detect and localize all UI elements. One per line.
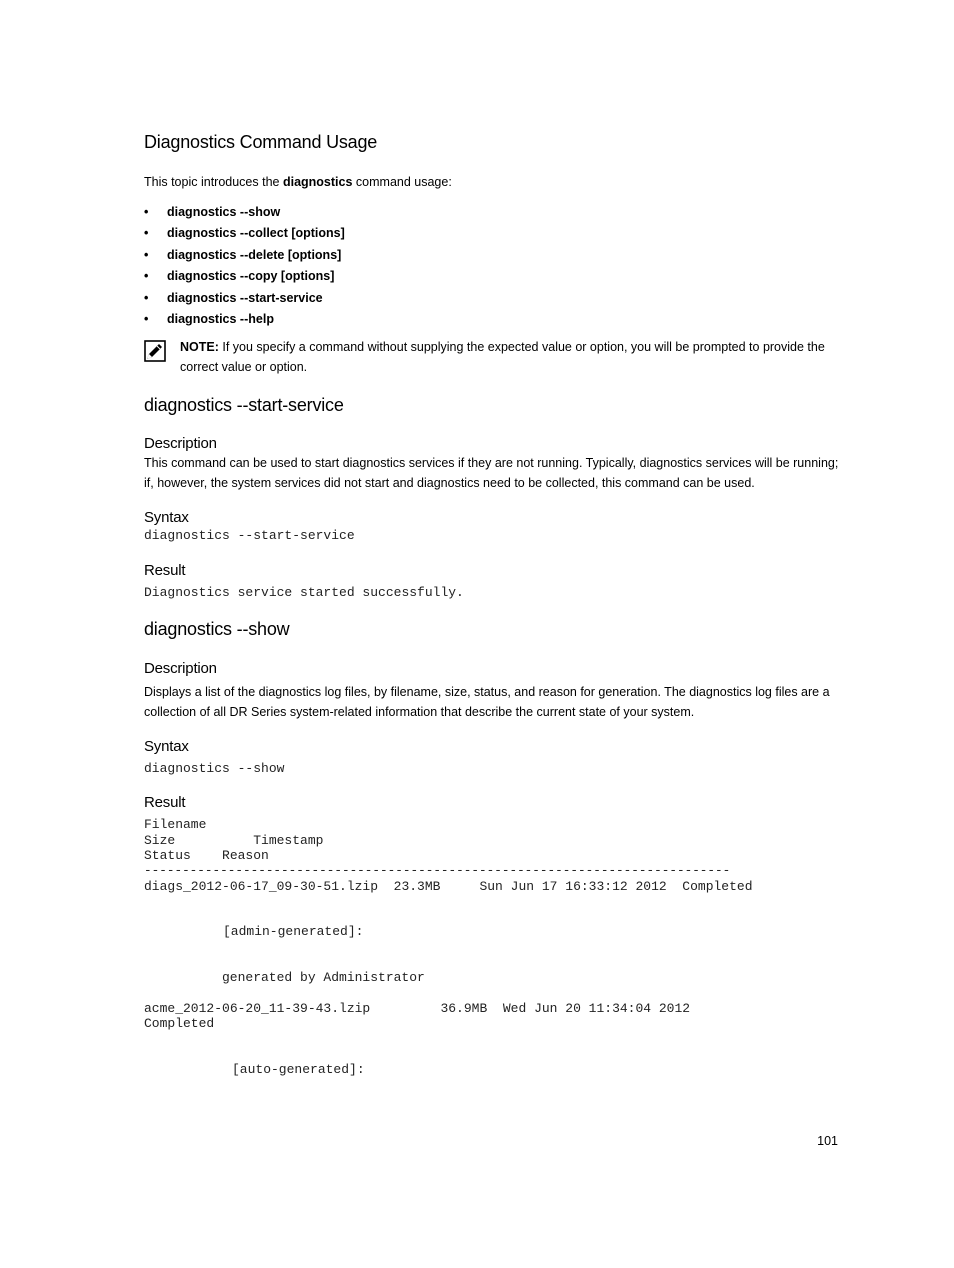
result-line: Size Timestamp [144, 833, 324, 848]
command-list [144, 202, 345, 330]
list-item-text: diagnostics --copy [options] [167, 269, 335, 284]
start-service-syntax-heading: Syntax [144, 509, 189, 526]
list-item [144, 309, 345, 330]
result-line: [admin-generated]: [223, 924, 364, 939]
bullet-symbol: • [144, 247, 149, 262]
result-line: Filename [144, 817, 207, 832]
show-description-heading: Description [144, 660, 217, 677]
bullet-symbol: • [144, 269, 149, 284]
list-item-text: diagnostics --help [167, 311, 274, 326]
start-service-result-heading: Result [144, 562, 186, 579]
result-line: acme_2012-06-20_11-39-43.lzip 36.9MB Wed Jun 20 11:34:04 2012 [144, 1001, 691, 1016]
usage-intro [144, 172, 452, 192]
list-item-text: diagnostics --delete [options] [167, 247, 342, 262]
list-item-text: diagnostics --start-service [167, 290, 323, 305]
note-label: NOTE: [180, 340, 219, 354]
intro-after: command usage: [352, 175, 452, 189]
section-heading-show: diagnostics --show [144, 619, 290, 639]
show-syntax: diagnostics --show [144, 761, 285, 776]
start-service-description: This command can be used to start diagnostics services if they are not running. Typically, diagnostics services will be running; if, however, the system services did not start and diagnostics need to be collected, this command can be used. [144, 456, 839, 490]
intro-before: This topic introduces the [144, 175, 283, 189]
note-body: If you specify a command without supplying the expected value or option, you will be prompted to provide the correct value or option. [180, 340, 825, 374]
section-heading-start-service: diagnostics --start-service [144, 395, 344, 415]
note-text [180, 338, 840, 377]
start-service-syntax: diagnostics --start-service [144, 528, 355, 543]
result-line: [auto-generated]: [232, 1062, 365, 1077]
result-line: Completed [144, 1016, 215, 1031]
bullet-symbol: • [144, 311, 149, 326]
list-item-text: diagnostics --show [167, 205, 281, 219]
show-description: Displays a list of the diagnostics log files, by filename, size, status, and reason for generation. The diagnostics log files are a collection of all DR Series system-related information that describe the current state of your system. [144, 685, 830, 719]
result-line: diags_2012-06-17_09-30-51.lzip 23.3MB Sun Jun 17 16:33:12 2012 Completed [144, 879, 753, 894]
list-item [144, 288, 345, 309]
list-item-text: diagnostics --collect [options] [167, 226, 345, 241]
result-separator: ----------------------------------------------------------------------------- [144, 863, 731, 878]
result-line: generated by Administrator [222, 970, 425, 985]
list-item [144, 223, 345, 244]
show-result-heading: Result [144, 794, 186, 811]
list-item [144, 202, 345, 223]
list-item [144, 266, 345, 287]
list-item [144, 245, 345, 266]
start-service-description-heading: Description [144, 435, 217, 452]
bullet-symbol: • [144, 205, 149, 219]
bullet-symbol: • [144, 290, 149, 305]
show-syntax-heading: Syntax [144, 738, 189, 755]
page-number: 101 [817, 1134, 838, 1148]
intro-bold: diagnostics [282, 175, 353, 189]
bullet-symbol: • [144, 226, 149, 241]
note-pencil-icon [144, 340, 166, 362]
start-service-result: Diagnostics service started successfully. [144, 585, 464, 600]
section-heading-usage: Diagnostics Command Usage [144, 132, 378, 152]
result-line: Status Reason [144, 848, 269, 863]
